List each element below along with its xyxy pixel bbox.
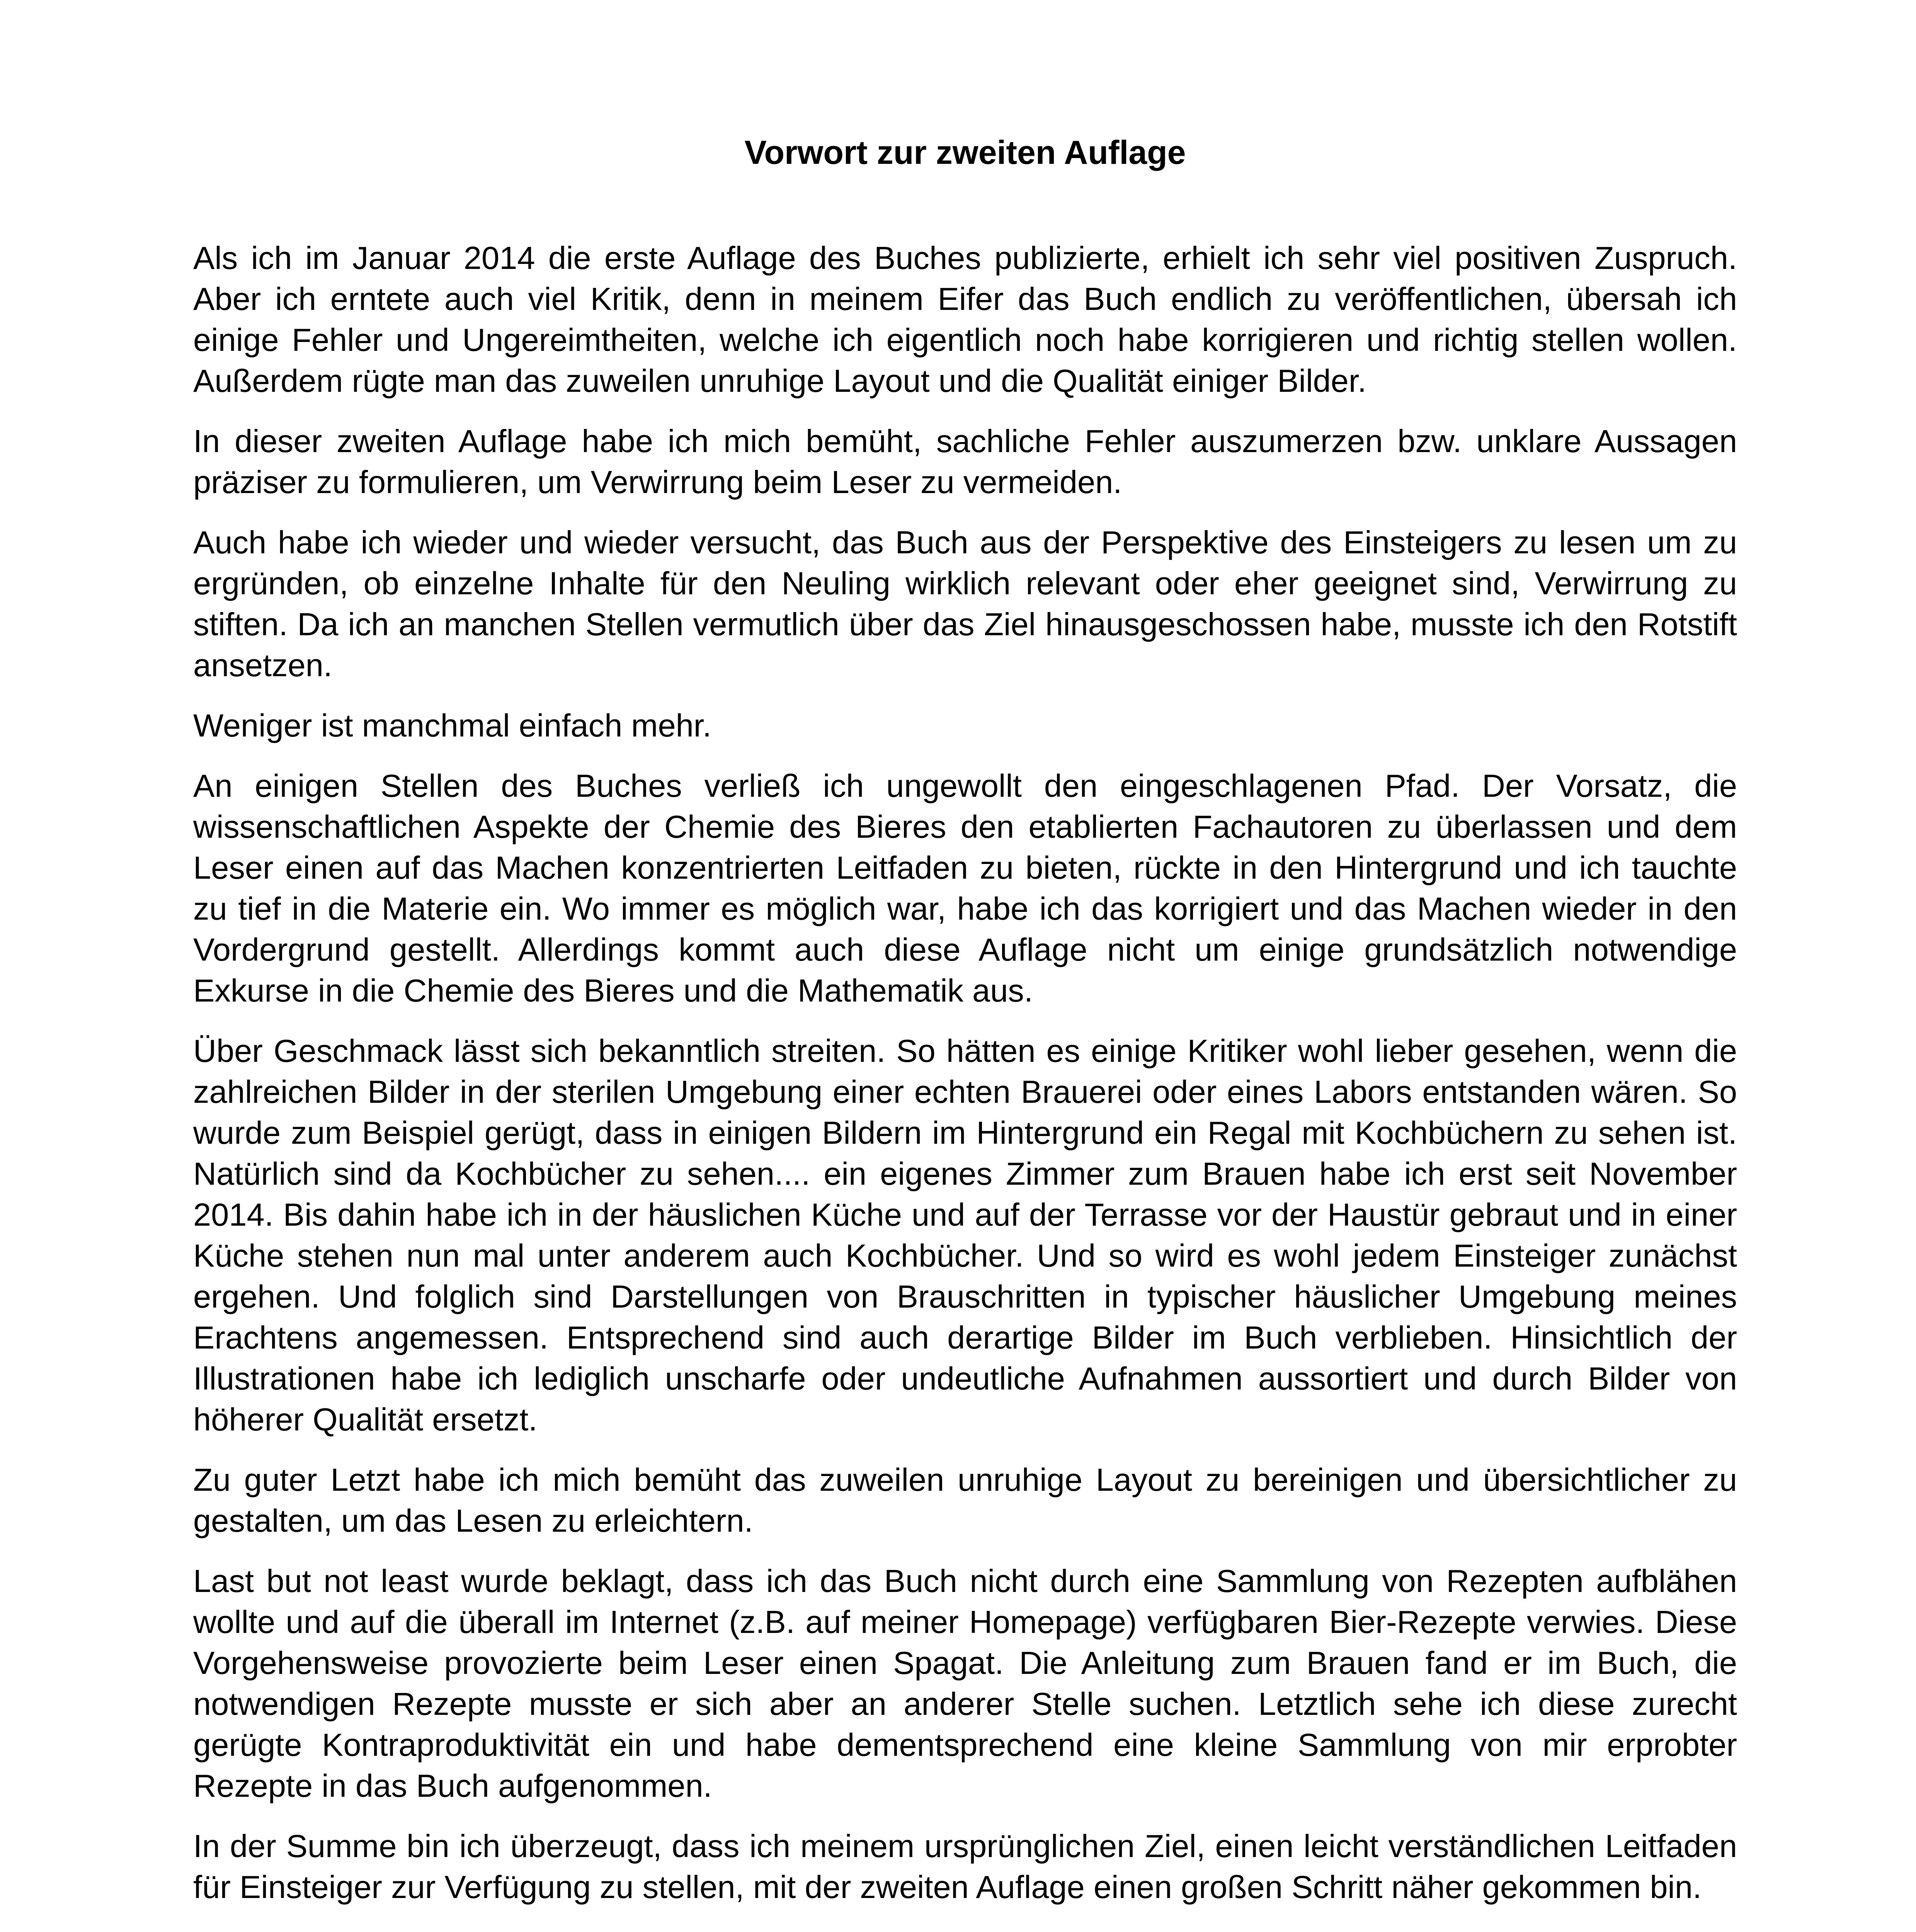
paragraph-6: Über Geschmack lässt sich bekanntlich streiten. So hätten es einige Kritiker wohl lieber gesehen, wenn die zahlreichen Bilder in der sterilen Umgebung einer echten Brauerei oder eines Labors entstanden wären. So wurde zum Beispiel gerügt, dass in einigen Bildern im Hintergrund ein Regal mit Kochbüchern zu sehen ist. Natürlich sind da Kochbücher zu sehen.... ein eigenes Zimmer zum Brauen habe ich erst seit November 2014. Bis dahin habe ich in der häuslichen Küche und auf der Terrasse vor der Haustür gebraut und in einer Küche stehen nun mal unter anderem auch Kochbücher. Und so wird es wohl jedem Einsteiger zunächst ergehen. Und folglich sind Darstellungen von Brauschritten in typischer häuslicher Umgebung meines Erachtens angemessen. Entsprechend sind auch derartige Bilder im Buch verblieben. Hinsichtlich der Illustrationen habe ich lediglich unscharfe oder undeutliche Aufnahmen aussortiert und durch Bilder von höherer Qualität ersetzt. (193, 1033, 1737, 1437)
paragraph-9: In der Summe bin ich überzeugt, dass ich meinem ursprünglichen Ziel, einen leicht verständlichen Leitfaden für Einsteiger zur Verfügung zu stellen, mit der zweiten Auflage einen großen Schritt näher gekommen bin. (193, 1828, 1737, 1905)
page-title: Vorwort zur zweiten Auflage (744, 134, 1186, 171)
paragraph-3: Auch habe ich wieder und wieder versucht, das Buch aus der Perspektive des Einsteigers zu lesen um zu ergründen, ob einzelne Inhalte für den Neuling wirklich relevant oder eher geeignet sind, Verwirrung zu stiften. Da ich an manchen Stellen vermutlich über das Ziel hinausgeschossen habe, musste ich den Rotstift ansetzen. (193, 524, 1737, 683)
paragraph-4: Weniger ist manchmal einfach mehr. (193, 707, 711, 743)
paragraph-1: Als ich im Januar 2014 die erste Auflage des Buches publizierte, erhielt ich sehr viel positiven Zuspruch. Aber ich erntete auch viel Kritik, denn in meinem Eifer das Buch endlich zu veröffentlichen, übersah ich einige Fehler und Ungereimtheiten, welche ich eigentlich noch habe korrigieren und richtig stellen wollen. Außerdem rügte man das zuweilen unruhige Layout und die Qualität einiger Bilder. (193, 240, 1737, 399)
foreword-body (193, 238, 1737, 1927)
paragraph-7: Zu guter Letzt habe ich mich bemüht das zuweilen unruhige Layout zu bereinigen und übersichtlicher zu gestalten, um das Lesen zu erleichtern. (193, 1462, 1737, 1539)
paragraph-2: In dieser zweiten Auflage habe ich mich bemüht, sachliche Fehler auszumerzen bzw. unklare Aussagen präziser zu formulieren, um Verwirrung beim Leser zu vermeiden. (193, 423, 1737, 500)
document-page (193, 0, 1737, 1932)
paragraph-8: Last but not least wurde beklagt, dass ich das Buch nicht durch eine Sammlung von Rezepten aufblähen wollte und auf die überall im Internet (z.B. auf meiner Homepage) verfügbaren Bier-Rezepte verwies. Diese Vorgehensweise provozierte beim Leser einen Spagat. Die Anleitung zum Brauen fand er im Buch, die notwendigen Rezepte musste er sich aber an anderer Stelle suchen. Letztlich sehe ich diese zurecht gerügte Kontraproduktivität ein und habe dementsprechend eine kleine Sammlung von mir erprobter Rezepte in das Buch aufgenommen. (193, 1563, 1737, 1804)
paragraph-5: An einigen Stellen des Buches verließ ich ungewollt den eingeschlagenen Pfad. Der Vorsatz, die wissenschaftlichen Aspekte der Chemie des Bieres den etablierten Fachautoren zu überlassen und dem Leser einen auf das Machen konzentrierten Leitfaden zu bieten, rückte in den Hintergrund und ich tauchte zu tief in die Materie ein. Wo immer es möglich war, habe ich das korrigiert und das Machen wieder in den Vordergrund gestellt. Allerdings kommt auch diese Auflage nicht um einige grundsätzlich notwendige Exkurse in die Chemie des Bieres und die Mathematik aus. (193, 768, 1737, 1009)
